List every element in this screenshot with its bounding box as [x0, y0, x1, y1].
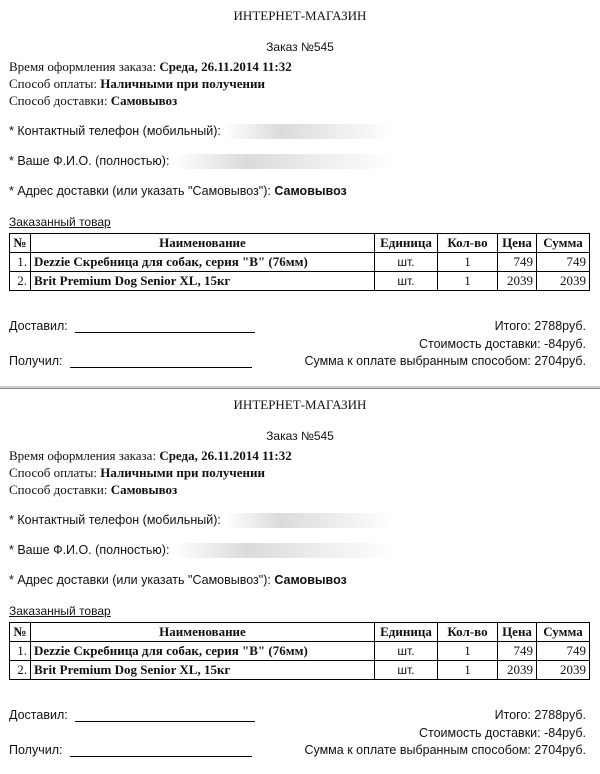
- address-value: Самовывоз: [274, 184, 347, 198]
- delivery-line: [9, 93, 177, 109]
- table-header-row: [10, 234, 590, 253]
- row-unit: шт.: [375, 661, 438, 680]
- table-header-row: [10, 623, 590, 642]
- address-line: [9, 184, 347, 198]
- order-date-label: Время оформления заказа:: [9, 448, 157, 463]
- phone-line: [9, 124, 394, 139]
- row-sum: 2039: [537, 661, 590, 680]
- payment-label: Способ оплаты:: [9, 465, 97, 480]
- received-label: Получил:: [9, 743, 63, 757]
- shop-title: ИНТЕРНЕТ-МАГАЗИН: [233, 397, 367, 412]
- address-line: [9, 573, 347, 587]
- delivery-value: Самовывоз: [110, 93, 178, 108]
- row-number: 1.: [10, 253, 31, 272]
- delivery-label: Способ доставки:: [9, 482, 108, 497]
- name-line: [9, 154, 393, 169]
- row-unit: шт.: [375, 272, 438, 291]
- delivery-value: Самовывоз: [110, 482, 178, 497]
- col-unit: Единица: [375, 623, 438, 642]
- goods-table: [9, 233, 590, 291]
- col-price: Цена: [498, 623, 537, 642]
- delivered-signature-line: [75, 709, 255, 722]
- row-product-name: Dezzie Скребница для собак, серия "В" (76мм): [31, 253, 375, 272]
- goods-section-title: Заказанный товар: [9, 215, 111, 229]
- row-qty: 1: [438, 661, 498, 680]
- row-sum: 749: [537, 642, 590, 661]
- delivered-signature-line: [75, 320, 255, 333]
- received-signature: [9, 743, 252, 757]
- payable-amount: Сумма к оплате выбранным способом: 2704руб.: [304, 354, 586, 368]
- payment-value: Наличными при получении: [100, 76, 265, 91]
- address-label: * Адрес доставки (или указать "Самовывоз"):: [9, 184, 271, 198]
- order-date-label: Время оформления заказа:: [9, 59, 157, 74]
- invoice-copy-2: [0, 388, 600, 774]
- delivery-cost: Стоимость доставки: -84руб.: [418, 726, 586, 740]
- row-qty: 1: [438, 253, 498, 272]
- delivery-cost: Стоимость доставки: -84руб.: [418, 337, 586, 351]
- invoice-copy-1: [0, 0, 600, 386]
- table-row: [10, 253, 590, 272]
- col-sum: Сумма: [537, 234, 590, 253]
- phone-label: * Контактный телефон (мобильный):: [9, 513, 221, 527]
- col-number: №: [10, 623, 31, 642]
- delivery-label: Способ доставки:: [9, 93, 108, 108]
- address-value: Самовывоз: [274, 573, 347, 587]
- table-row: [10, 661, 590, 680]
- goods-section-title: Заказанный товар: [9, 604, 111, 618]
- payment-label: Способ оплаты:: [9, 76, 97, 91]
- address-label: * Адрес доставки (или указать "Самовывоз"):: [9, 573, 271, 587]
- row-qty: 1: [438, 642, 498, 661]
- order-date-value: Среда, 26.11.2014 11:32: [159, 448, 292, 463]
- phone-label: * Контактный телефон (мобильный):: [9, 124, 221, 138]
- col-qty: Кол-во: [438, 234, 498, 253]
- row-price: 2039: [498, 272, 537, 291]
- shop-title: ИНТЕРНЕТ-МАГАЗИН: [233, 8, 367, 23]
- received-signature-line: [70, 355, 252, 368]
- col-name: Наименование: [31, 234, 375, 253]
- col-sum: Сумма: [537, 623, 590, 642]
- payment-line: [9, 76, 265, 92]
- redacted-name: [173, 543, 393, 558]
- row-number: 2.: [10, 661, 31, 680]
- name-label: * Ваше Ф.И.О. (полностью):: [9, 154, 170, 168]
- row-product-name: Brit Premium Dog Senior XL, 15кг: [31, 661, 375, 680]
- delivered-signature: [9, 708, 255, 722]
- order-date-line: [9, 448, 292, 464]
- row-price: 2039: [498, 661, 537, 680]
- received-signature: [9, 354, 252, 368]
- row-qty: 1: [438, 272, 498, 291]
- row-product-name: Brit Premium Dog Senior XL, 15кг: [31, 272, 375, 291]
- received-label: Получил:: [9, 354, 63, 368]
- payable-amount: Сумма к оплате выбранным способом: 2704руб.: [304, 743, 586, 757]
- payment-line: [9, 465, 265, 481]
- delivered-signature: [9, 319, 255, 333]
- row-sum: 749: [537, 253, 590, 272]
- row-number: 2.: [10, 272, 31, 291]
- delivered-label: Доставил:: [9, 708, 68, 722]
- row-number: 1.: [10, 642, 31, 661]
- col-name: Наименование: [31, 623, 375, 642]
- col-number: №: [10, 234, 31, 253]
- phone-line: [9, 513, 394, 528]
- total-amount: Итого: 2788руб.: [494, 708, 586, 722]
- delivered-label: Доставил:: [9, 319, 68, 333]
- row-unit: шт.: [375, 642, 438, 661]
- goods-table: [9, 622, 590, 680]
- row-price: 749: [498, 253, 537, 272]
- row-product-name: Dezzie Скребница для собак, серия "В" (76мм): [31, 642, 375, 661]
- col-unit: Единица: [375, 234, 438, 253]
- redacted-name: [173, 154, 393, 169]
- name-line: [9, 543, 393, 558]
- table-row: [10, 642, 590, 661]
- redacted-phone: [224, 513, 394, 528]
- order-number: Заказ №545: [266, 429, 334, 443]
- row-sum: 2039: [537, 272, 590, 291]
- col-qty: Кол-во: [438, 623, 498, 642]
- col-price: Цена: [498, 234, 537, 253]
- order-date-value: Среда, 26.11.2014 11:32: [159, 59, 292, 74]
- payment-value: Наличными при получении: [100, 465, 265, 480]
- total-amount: Итого: 2788руб.: [494, 319, 586, 333]
- order-number: Заказ №545: [266, 40, 334, 54]
- name-label: * Ваше Ф.И.О. (полностью):: [9, 543, 170, 557]
- order-date-line: [9, 59, 292, 75]
- delivery-line: [9, 482, 177, 498]
- row-unit: шт.: [375, 253, 438, 272]
- received-signature-line: [70, 744, 252, 757]
- row-price: 749: [498, 642, 537, 661]
- table-row: [10, 272, 590, 291]
- redacted-phone: [224, 124, 394, 139]
